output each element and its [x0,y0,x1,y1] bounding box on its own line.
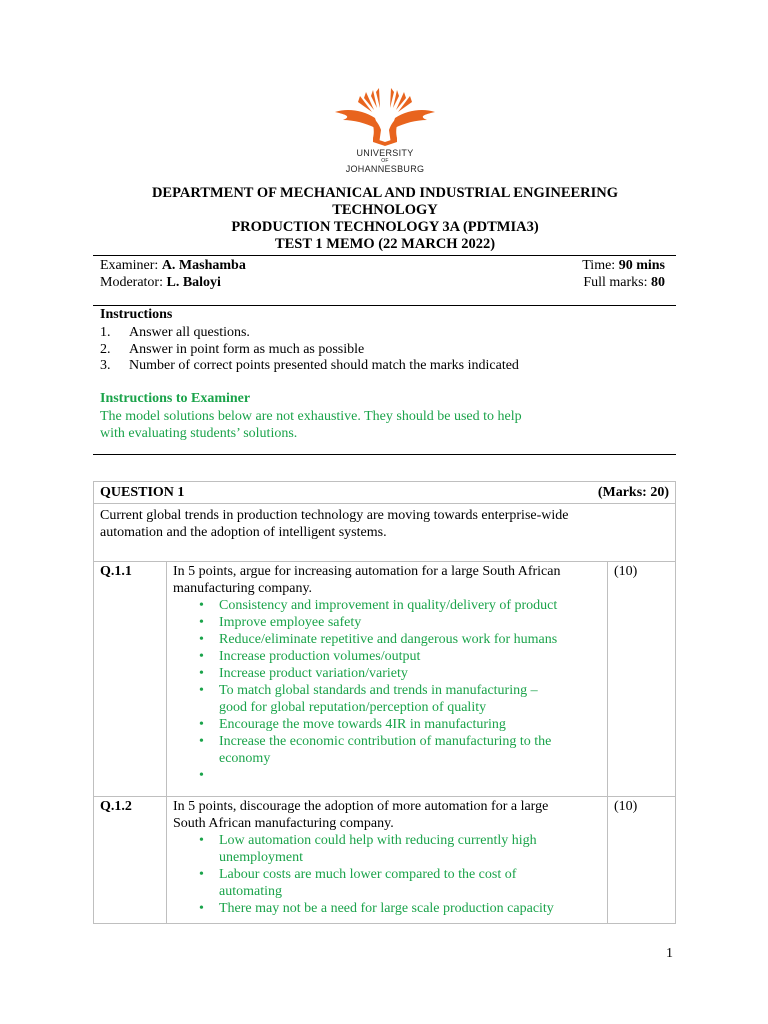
instruction-item: 2. Answer in point form as much as possible [100,342,365,357]
answer-point [199,900,601,917]
answer-text: economy [219,751,271,766]
time-value: 90 mins [618,258,665,273]
answer-point [199,866,601,900]
bullet-icon: • [199,632,204,647]
examiner-row [100,257,665,274]
logo-text-university: UNIVERSITY [356,148,414,158]
divider [93,454,676,455]
moderator-name: L. Baloyi [166,275,221,290]
q11-content: In 5 points, argue for increasing automation for a large South African manufacturing company. • Consistency and improvement in quality/delivery of product • Improve employee safety • Reduce/eliminate repetitive and dangerous work for humans • Increase production volumes/output • Increase product variation/variety • To match global standards and trends in manufacturing – good for global reputation/perception of quality • Encourage the move towards 4IR in manufacturing • Increase the economic contribution of manufacturing to the economy • [167,562,608,797]
q11-answer-list [173,597,601,784]
examiner-label: Examiner: [100,258,162,273]
answer-text: Increase the economic contribution of manufacturing to the [219,734,552,749]
uj-emblem-icon [333,86,437,150]
logo-text-johannesburg: JOHANNESBURG [345,164,425,174]
examiner-name: A. Mashamba [161,258,246,273]
examiner-instructions-title: Instructions to Examiner [100,391,251,406]
bullet-icon: • [199,833,204,848]
answer-point [199,733,601,767]
question-1-title: QUESTION 1 [100,485,185,500]
answer-point [199,767,601,784]
instruction-item: 1. Answer all questions. [100,325,250,340]
bullet-icon: • [199,768,204,783]
answer-text: unemployment [219,850,303,865]
instructions-title: Instructions [100,307,173,322]
answer-text: good for global reputation/perception of quality [219,700,487,715]
q11-label: Q.1.1 [94,562,167,797]
question-1-table [93,481,676,924]
bullet-icon: • [199,867,204,882]
answer-text: Low automation could help with reducing currently high [219,833,537,848]
question-header-row [94,482,676,504]
question-intro-row [94,504,676,562]
bullet-icon: • [199,649,204,664]
answer-text: Reduce/eliminate repetitive and dangerous work for humans [219,632,558,647]
bullet-icon: • [199,615,204,630]
question-1-marks: (Marks: 20) [597,485,669,500]
answer-text: Increase production volumes/output [219,649,421,664]
answer-point [199,597,601,614]
bullet-icon: • [199,683,204,698]
answer-text: Labour costs are much lower compared to the cost of [219,867,517,882]
time-label: Time: [582,258,619,273]
test-title: TEST 1 MEMO (22 MARCH 2022) [274,236,496,252]
answer-point [199,614,601,631]
full-marks-label: Full marks: [583,275,651,290]
moderator-label: Moderator: [100,275,167,290]
examiner-instructions-text: The model solutions below are not exhaustive. They should be used to help with evaluating students’ solutions. [100,409,522,441]
answer-text: automating [219,884,282,899]
q12-answer-list [173,832,601,917]
bullet-icon: • [199,666,204,681]
university-logo [333,86,437,178]
full-marks-value: 80 [651,275,665,290]
q12-content: In 5 points, discourage the adoption of more automation for a large South African manufacturing company. • Low automation could help with reducing currently high unemployment • Labour costs are much lower compared to the cost of automating • There may not be a need for large scale production capacity [167,797,608,924]
answer-point [199,682,601,716]
answer-point [199,665,601,682]
answer-text: Increase product variation/variety [219,666,408,681]
bullet-icon: • [199,717,204,732]
department-line-1: DEPARTMENT OF MECHANICAL AND INDUSTRIAL ENGINEERING [151,185,619,201]
answer-point [199,631,601,648]
page-number: 1 [666,946,673,961]
bullet-icon: • [199,598,204,613]
answer-text: There may not be a need for large scale production capacity [219,901,554,916]
question-row-q11 [94,562,676,797]
answer-text [219,767,601,784]
answer-text: Consistency and improvement in quality/delivery of product [219,598,558,613]
answer-text: Improve employee safety [219,615,362,630]
instruction-item: 3. Number of correct points presented should match the marks indicated [100,358,519,373]
q12-marks: (10) [608,797,676,924]
bullet-icon: • [199,734,204,749]
course-title: PRODUCTION TECHNOLOGY 3A (PDTMIA3) [231,219,539,235]
answer-point [199,648,601,665]
answer-text: Encourage the move towards 4IR in manufacturing [219,717,506,732]
q11-prompt: In 5 points, argue for increasing automation for a large South African [173,564,561,579]
answer-point [199,716,601,733]
moderator-row [100,274,665,291]
answer-text: To match global standards and trends in manufacturing – [219,683,538,698]
divider [93,255,676,256]
question-row-q12 [94,797,676,924]
department-line-2: TECHNOLOGY [332,202,438,218]
logo-text-of: OF [381,158,389,164]
document-heading [90,185,680,253]
answer-point [199,832,601,866]
question-1-intro: Current global trends in production technology are moving towards enterprise-wide automation and the adoption of intelligent systems. [94,504,676,562]
q11-marks: (10) [608,562,676,797]
divider [93,305,676,306]
q12-label: Q.1.2 [94,797,167,924]
bullet-icon: • [199,901,204,916]
q12-prompt: In 5 points, discourage the adoption of more automation for a large [173,799,549,814]
